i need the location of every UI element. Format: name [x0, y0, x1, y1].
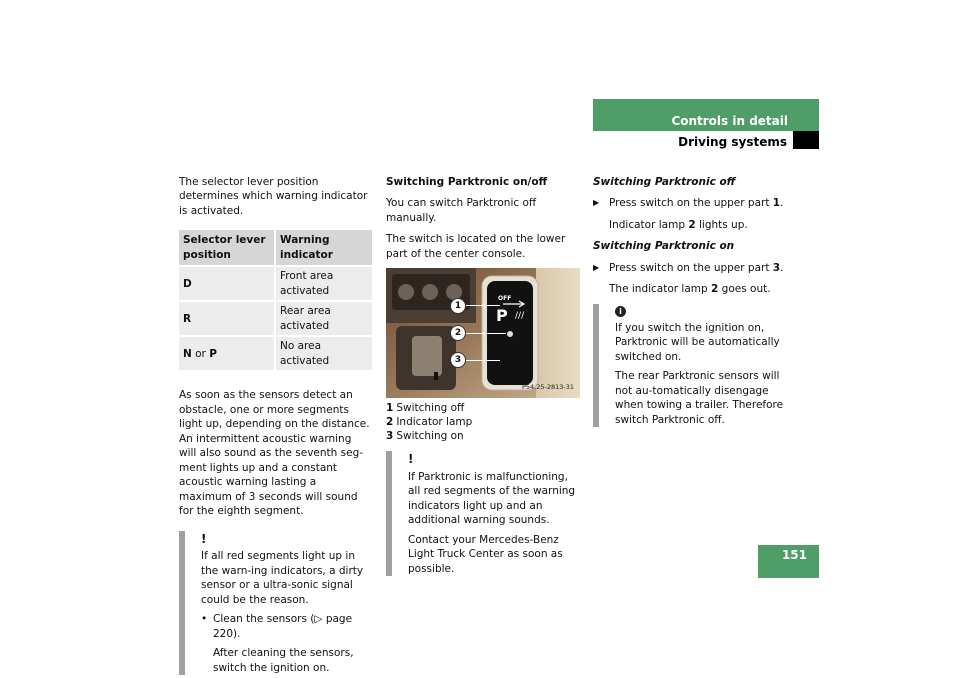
- table-cell-position: N or P: [179, 336, 275, 371]
- caution-note: [179, 531, 372, 675]
- figure-legend: [386, 402, 580, 443]
- page-number: 151: [781, 548, 807, 562]
- page-number-box: [758, 545, 819, 578]
- section-subtitle: Driving systems: [678, 135, 787, 149]
- callout-3-line: [466, 360, 500, 361]
- header-corner-block: [793, 131, 819, 149]
- table-header-row: [179, 230, 372, 266]
- parktronic-p-symbol: P: [496, 306, 508, 326]
- callout-1: 1: [450, 298, 466, 314]
- legend-item: 3 Switching on: [386, 429, 464, 442]
- figure-code: P54.25-2813-31: [521, 383, 574, 392]
- off-heading: Switching Parktronic off: [593, 176, 736, 188]
- table-cell-indicator: Rear area activated: [275, 301, 372, 336]
- column-2: [386, 175, 580, 581]
- malfunction-note: [386, 451, 580, 576]
- on-heading: Switching Parktronic on: [593, 240, 735, 253]
- table-row: [179, 336, 372, 371]
- column-3: [593, 175, 793, 432]
- table-header-indicator: Warning indicator: [275, 230, 372, 266]
- warning-table: [179, 230, 372, 372]
- switch-location-text: The switch is located on the lower part of the center console.: [386, 233, 566, 260]
- parktronic-waves-icon: ///: [515, 311, 525, 322]
- info-text: If you switch the ignition on, Parktronic will be automatically switched on.: [615, 321, 780, 363]
- info-icon: i: [615, 306, 626, 317]
- callout-2: 2: [450, 325, 466, 341]
- manual-off-text: You can switch Parktronic off manually.: [386, 197, 537, 224]
- on-step: ▶ Press switch on the upper part 3.: [593, 261, 793, 275]
- note-bar: [386, 451, 392, 576]
- callout-2-line: [466, 333, 506, 334]
- table-row: [179, 301, 372, 336]
- info-note: [593, 304, 793, 427]
- note-bullet: • Clean the sensors (▷ page 220).: [201, 612, 372, 641]
- caution-icon: !: [408, 452, 414, 467]
- off-step: ▶ Press switch on the upper part 1.: [593, 196, 793, 210]
- table-cell-indicator: Front area activated: [275, 266, 372, 301]
- legend-item: 1 Switching off: [386, 402, 465, 415]
- switch-off-label: OFF: [498, 295, 512, 303]
- off-result: Indicator lamp 2 lights up.: [609, 218, 748, 231]
- table-row: [179, 266, 372, 301]
- table-cell-indicator: No area activated: [275, 336, 372, 371]
- note-bar: [179, 531, 185, 675]
- table-cell-position: R: [179, 301, 275, 336]
- table-cell-position: D: [179, 266, 275, 301]
- callout-3: 3: [450, 352, 466, 368]
- note-text: If Parktronic is malfunctioning, all red segments of the warning indicators light up and an additional warning sounds.: [408, 470, 576, 527]
- info-trailer-text: The rear Parktronic sensors will not au-tomatically disengage when towing a trailer. Therefore switch Parktronic off.: [615, 370, 784, 426]
- note-after-text: After cleaning the sensors, switch the ignition on.: [213, 647, 354, 674]
- table-header-position: Selector lever position: [179, 230, 275, 266]
- note-text: If all red segments light up in the warn-ing indicators, a dirty sensor or a ultra-sonic signal could be the reason.: [201, 550, 364, 606]
- intro-text: The selector lever position determines which warning indicator is activated.: [179, 176, 368, 217]
- note-bar: [593, 304, 599, 427]
- parktronic-heading: Switching Parktronic on/off: [386, 176, 548, 188]
- column-1: [179, 175, 372, 678]
- console-figure: [386, 268, 580, 398]
- callout-1-line: [466, 305, 500, 306]
- sensor-paragraph: As soon as the sensors detect an obstacle, one or more segments light up, depending on the distance. An intermittent acoustic warning will also sound as the seventh seg-ment lights up and a constant acoustic warning lasting a maximum of 3 seconds will sound for the eighth segment.: [179, 389, 370, 518]
- section-title: Controls in detail: [671, 114, 788, 128]
- note-contact-text: Contact your Mercedes-Benz Light Truck Center as soon as possible.: [408, 533, 563, 575]
- on-result: The indicator lamp 2 goes out.: [609, 283, 771, 296]
- caution-icon: !: [201, 531, 207, 546]
- legend-item: 2 Indicator lamp: [386, 416, 473, 429]
